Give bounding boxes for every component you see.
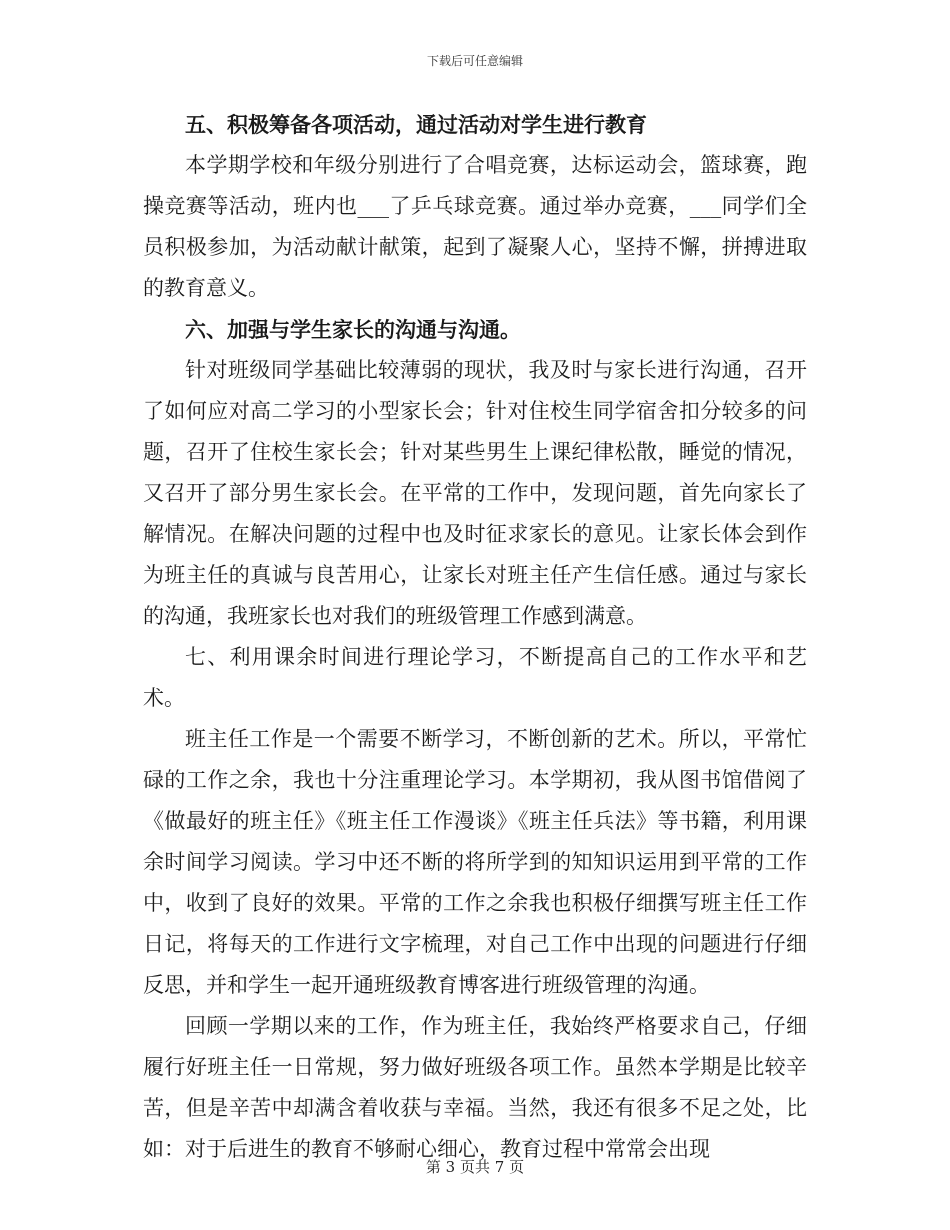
- page-number-footer: 第 3 页共 7 页: [425, 1158, 525, 1176]
- section-heading-5: 五、积极筹备各项活动，通过活动对学生进行教育: [185, 112, 647, 137]
- section-heading-6: 六、加强与学生家长的沟通与沟通。: [185, 317, 521, 342]
- section-heading-7: 七、利用课余时间进行理论学习，不断提高自己的工作水平和艺术。: [143, 645, 807, 710]
- body-paragraph: 回顾一学期以来的工作，作为班主任，我始终严格要求自己，仔细履行好班主任一日常规，努力做好班级各项工作。虽然本学期是比较辛苦，但是辛苦中却满含着收获与幸福。当然，我还有很多不足之处，比如：对于后进生的教育不够耐心细心，教育过程中常常会出现: [143, 1014, 807, 1161]
- body-paragraph: 班主任工作是一个需要不断学习，不断创新的艺术。所以，平常忙碌的工作之余，我也十分注重理论学习。本学期初，我从图书馆借阅了《做最好的班主任》《班主任工作漫谈》《班主任兵法》等书籍，利用课余时间学习阅读。学习中还不断的将所学到的知知识运用到平常的工作中，收到了良好的效果。平常的工作之余我也积极仔细撰写班主任工作日记，将每天的工作进行文字梳理，对自己工作中出现的问题进行仔细反思，并和学生一起开通班级教育博客进行班级管理的沟通。: [143, 727, 807, 997]
- body-paragraph: 本学期学校和年级分别进行了合唱竞赛，达标运动会，篮球赛，跑操竞赛等活动，班内也___了乒乓球竞赛。通过举办竞赛，___同学们全员积极参加，为活动献计献策，起到了凝聚人心，坚持不懈，拼搏进取的教育意义。: [143, 153, 807, 300]
- document-body: [143, 104, 807, 1170]
- page-header: 下载后可任意编辑: [426, 54, 523, 68]
- body-paragraph: 针对班级同学基础比较薄弱的现状，我及时与家长进行沟通，召开了如何应对高二学习的小型家长会；针对住校生同学宿舍扣分较多的问题，召开了住校生家长会；针对某些男生上课纪律松散，睡觉的情况，又召开了部分男生家长会。在平常的工作中，发现问题，首先向家长了解情况。在解决问题的过程中也及时征求家长的意见。让家长体会到作为班主任的真诚与良苦用心，让家长对班主任产生信任感。通过与家长的沟通，我班家长也对我们的班级管理工作感到满意。: [143, 358, 807, 628]
